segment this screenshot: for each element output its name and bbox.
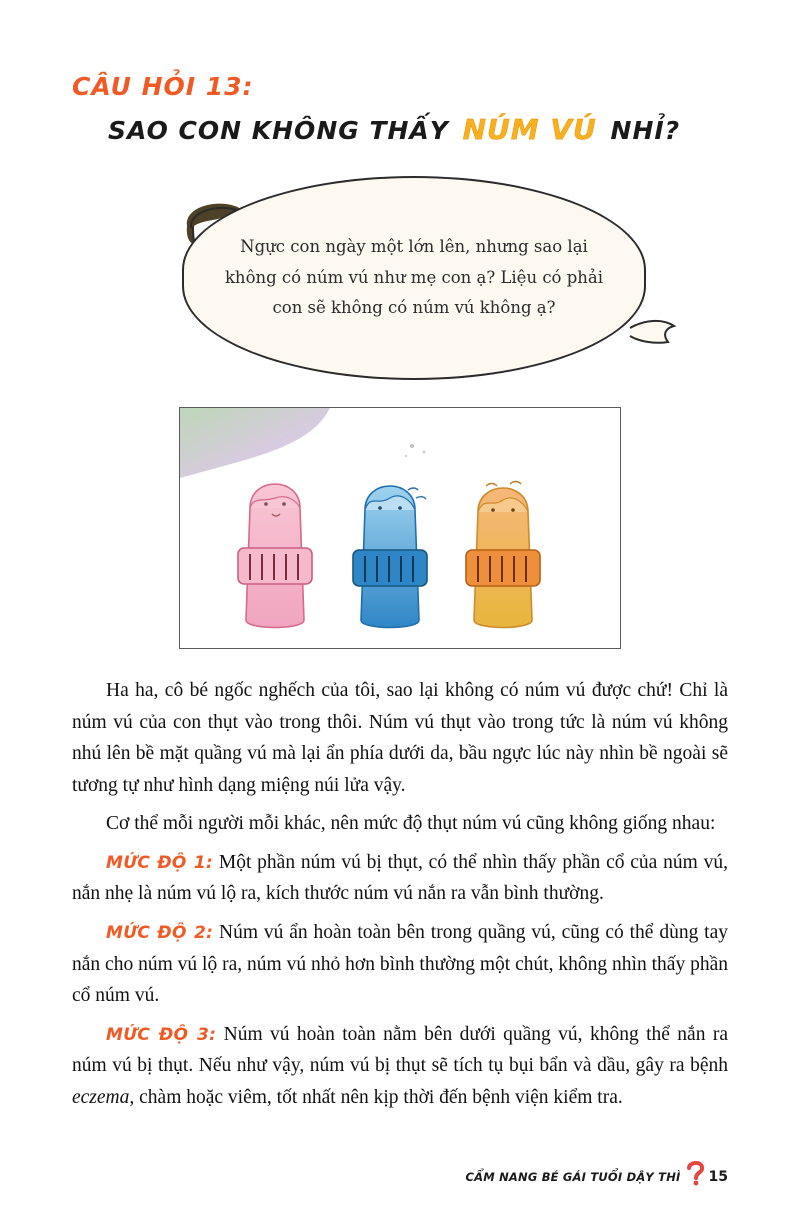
level-2-label: MỨC ĐỘ 2: — [106, 923, 214, 944]
level-3-italic-term: eczema, — [72, 1086, 135, 1108]
question-title-part2: NHỈ? — [610, 116, 681, 145]
footer-book-title: CẨM NANG BÉ GÁI TUỔI DẬY THÌ — [465, 1170, 681, 1184]
question-title-part1: SAO CON KHÔNG THẤY — [108, 116, 449, 145]
speech-bubble-area — [72, 168, 728, 403]
breast-types-illustration — [180, 408, 620, 648]
illustration-panel — [179, 407, 621, 649]
level-1-text: Một phần núm vú bị thụt, có thể nhìn thấy phần cổ của núm vú, nắn nhẹ là núm vú lộ ra, kích thước núm vú nắn ra vẫn bình thường. — [72, 851, 728, 905]
level-3-label: MỨC ĐỘ 3: — [106, 1024, 217, 1045]
level-1-label: MỨC ĐỘ 1: — [106, 852, 214, 873]
level-1-paragraph — [72, 847, 728, 910]
page-footer — [0, 1160, 800, 1186]
question-title — [108, 113, 728, 146]
speech-bubble-text: Ngực con ngày một lớn lên, nhưng sao lại không có núm vú như mẹ con ạ? Liệu có phải con sẽ không có núm vú không ạ? — [224, 237, 604, 318]
question-label: CÂU HỎI 13: — [72, 72, 254, 101]
paragraph-1: Ha ha, cô bé ngốc nghếch của tôi, sao lại không có núm vú được chứ! Chỉ là núm vú của con thụt vào trong thôi. Núm vú thụt vào trong tức là núm vú không nhú lên bề mặt quầng vú mà lại ẩn phía dưới da, bầu ngực lúc này nhìn bề ngoài sẽ tương tự như hình dạng miệng núi lửa vậy. — [72, 680, 728, 796]
level-3-paragraph — [72, 1019, 728, 1114]
article-body — [72, 675, 728, 1114]
page-title — [72, 0, 728, 146]
paragraph-2: Cơ thể mỗi người mỗi khác, nên mức độ thụt núm vú cũng không giống nhau: — [106, 813, 716, 835]
level-3-text-part1: Núm vú hoàn toàn nằm bên dưới quầng vú, không thể nắn ra núm vú bị thụt. Nếu như vậy, núm vú bị thụt sẽ tích tụ bụi bẩn và dầu, gây ra bệnh — [72, 1023, 728, 1077]
question-title-highlight: NÚM VÚ — [462, 113, 597, 146]
page-number: 15 — [708, 1169, 728, 1185]
speech-bubble — [182, 176, 646, 380]
level-2-paragraph — [72, 917, 728, 1012]
question-mark-icon — [685, 1160, 707, 1186]
level-3-text-part2: chàm hoặc viêm, tốt nhất nên kịp thời đến bệnh viện kiểm tra. — [134, 1086, 623, 1108]
level-2-text: Núm vú ẩn hoàn toàn bên trong quầng vú, cũng có thể dùng tay nắn cho núm vú lộ ra, núm vú nhỏ hơn bình thường một chút, không nhìn thấy phần cổ núm vú. — [72, 922, 729, 1007]
